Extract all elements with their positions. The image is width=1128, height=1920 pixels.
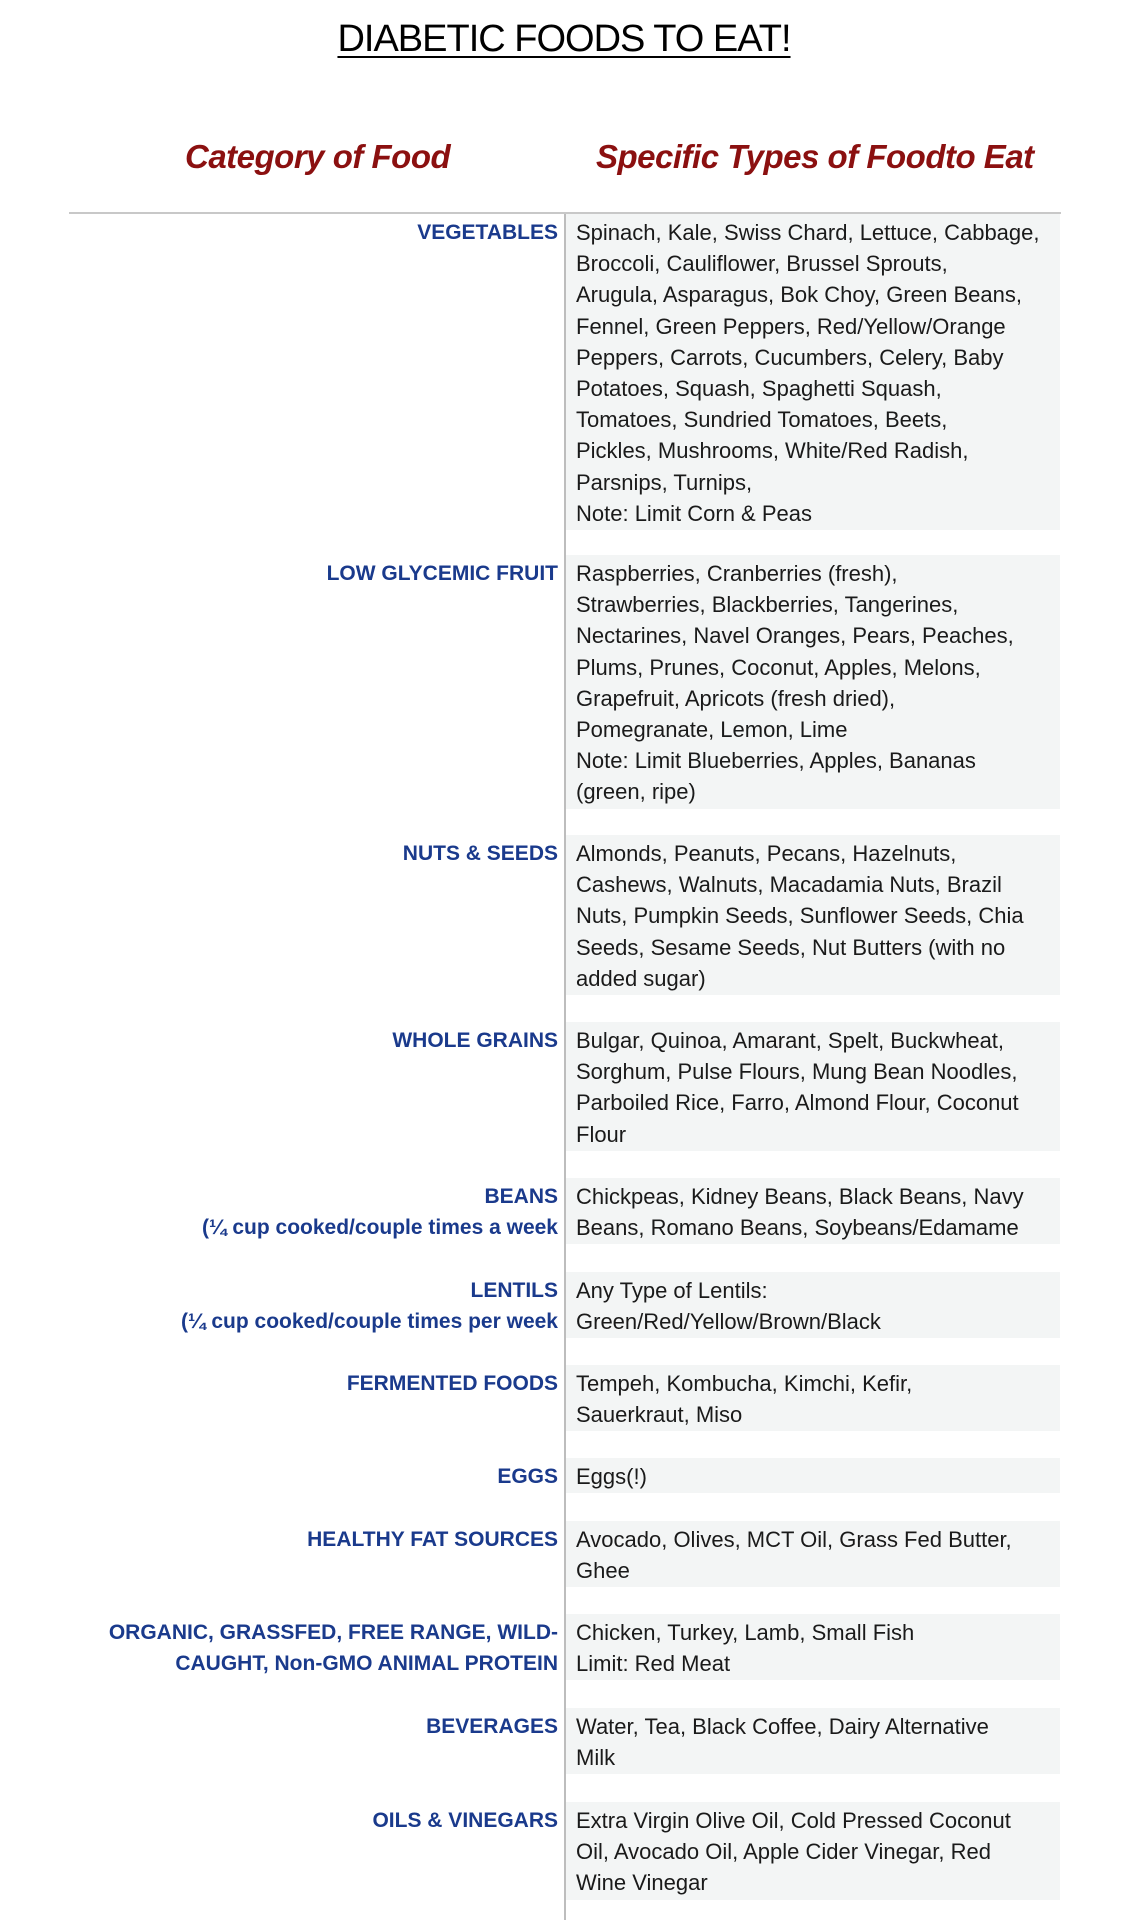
category-label: WHOLE GRAINS bbox=[392, 1029, 558, 1052]
food-list: Bulgar, Quinoa, Amarant, Spelt, Buckwheat, Sorghum, Pulse Flours, Mung Bean Noodles, Parboiled Rice, Farro, Almond Flour, Coconut Flour bbox=[566, 1022, 1060, 1151]
food-list: Water, Tea, Black Coffee, Dairy Alternative Milk bbox=[566, 1708, 1060, 1774]
category-label: VEGETABLES bbox=[417, 221, 558, 244]
specific-types-column-header: Specific Types of Foodto Eat bbox=[596, 138, 1034, 175]
food-list: Raspberries, Cranberries (fresh), Strawberries, Blackberries, Tangerines, Nectarines, Navel Oranges, Pears, Peaches, Plums, Prunes, Coconut, Apples, Melons, Grapefruit, Apricots (fresh dried), Pomegranate, Lemon, Lime Note: Limit Blueberries, Apples, Bananas (green, ripe) bbox=[566, 555, 1060, 809]
food-list: Any Type of Lentils: Green/Red/Yellow/Brown/Black bbox=[566, 1272, 1060, 1338]
food-list: Eggs(!) bbox=[566, 1458, 1060, 1493]
category-label: FERMENTED FOODS bbox=[346, 1372, 558, 1395]
category-label: LOW GLYCEMIC FRUIT bbox=[326, 562, 558, 585]
food-list: Chickpeas, Kidney Beans, Black Beans, Navy Beans, Romano Beans, Soybeans/Edamame bbox=[566, 1178, 1060, 1244]
food-list: Almonds, Peanuts, Pecans, Hazelnuts, Cashews, Walnuts, Macadamia Nuts, Brazil Nuts, Pumpkin Seeds, Sunflower Seeds, Chia Seeds, Sesame Seeds, Nut Butters (with no added sugar) bbox=[566, 835, 1060, 995]
category-label: BEANS (¼ cup cooked/couple times a week bbox=[202, 1185, 558, 1239]
food-list: Avocado, Olives, MCT Oil, Grass Fed Butter, Ghee bbox=[566, 1521, 1060, 1587]
food-list: Extra Virgin Olive Oil, Cold Pressed Coconut Oil, Avocado Oil, Apple Cider Vinegar, Red Wine Vinegar bbox=[566, 1802, 1060, 1900]
food-list: Tempeh, Kombucha, Kimchi, Kefir, Sauerkraut, Miso bbox=[566, 1365, 1060, 1431]
category-label: HEALTHY FAT SOURCES bbox=[307, 1528, 558, 1551]
food-list: Spinach, Kale, Swiss Chard, Lettuce, Cabbage, Broccoli, Cauliflower, Brussel Sprouts, Arugula, Asparagus, Bok Choy, Green Beans, Fennel, Green Peppers, Red/Yellow/Orange Peppers, Carrots, Cucumbers, Celery, Baby Potatoes, Squash, Spaghetti Squash, Tomatoes, Sundried Tomatoes, Beets, Pickles, Mushrooms, White/Red Radish, Parsnips, Turnips, Note: Limit Corn & Peas bbox=[566, 214, 1060, 530]
category-label: EGGS bbox=[497, 1465, 558, 1488]
category-column-header: Category of Food bbox=[185, 138, 451, 175]
category-label: OILS & VINEGARS bbox=[372, 1809, 558, 1832]
category-label: LENTILS (¼ cup cooked/couple times per week bbox=[181, 1279, 558, 1333]
page-title: DIABETIC FOODS TO EAT! bbox=[337, 18, 791, 60]
category-label: NUTS & SEEDS bbox=[402, 842, 558, 865]
category-label: BEVERAGES bbox=[426, 1715, 558, 1738]
category-label: ORGANIC, GRASSFED, FREE RANGE, WILD- CAUGHT, Non-GMO ANIMAL PROTEIN bbox=[108, 1621, 558, 1675]
food-list: Chicken, Turkey, Lamb, Small Fish Limit: Red Meat bbox=[566, 1614, 1060, 1680]
